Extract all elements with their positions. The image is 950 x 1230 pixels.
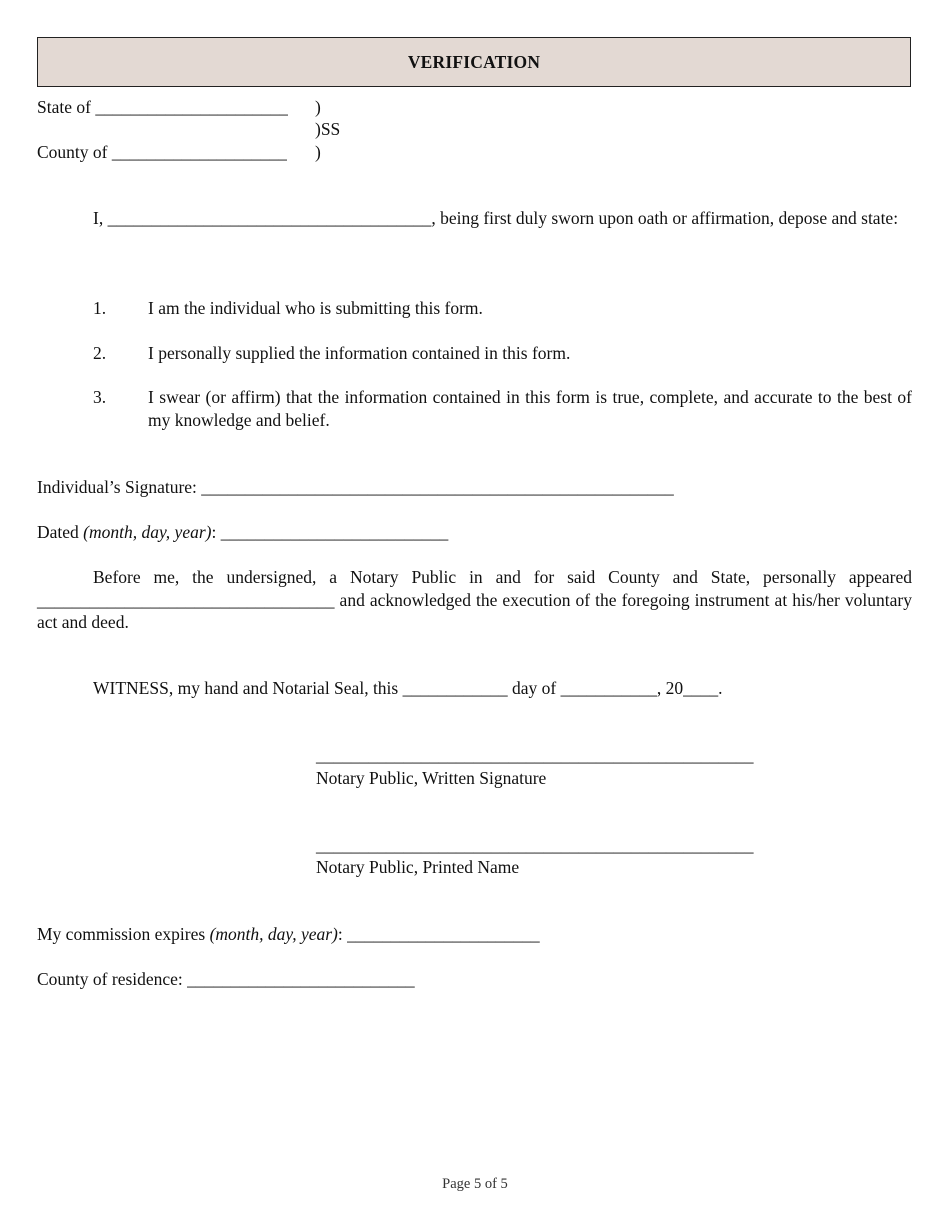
commission-prefix: My commission expires: [37, 924, 210, 944]
individual-signature-field[interactable]: Individual’s Signature: ______________________________________________________: [37, 477, 674, 497]
statement-text: I swear (or affirm) that the information contained in this form is true, complete, and accurate to the best of my knowledge and belief.: [148, 387, 912, 430]
dated-blank: : __________________________: [211, 522, 449, 542]
oath-text: I, _____________________________________, being first duly sworn upon oath or affirmation, depose and state:: [93, 208, 899, 228]
notary-printed-name-line[interactable]: __________________________________________________: [316, 835, 754, 855]
commission-expires-field[interactable]: [37, 923, 540, 945]
statement-number: 1.: [93, 298, 107, 318]
notary-paragraph: [37, 566, 912, 634]
statement-number: 3.: [93, 387, 107, 407]
venue-paren-1: ): [315, 97, 321, 117]
dated-format-hint: (month, day, year): [83, 522, 212, 542]
dated-field[interactable]: [37, 521, 448, 543]
venue-paren-2: ): [315, 142, 321, 162]
notary-paragraph-text: Before me, the undersigned, a Notary Public in and for said County and State, personally appeared __________________________________ and acknowledged the execution of the foregoing instrument at his/her voluntary act and deed.: [37, 567, 912, 632]
page-number: Page 5 of 5: [442, 1176, 508, 1192]
statement-text: I am the individual who is submitting this form.: [148, 298, 483, 318]
dated-prefix: Dated: [37, 522, 84, 542]
oath-paragraph: [37, 207, 912, 230]
verification-header: [37, 37, 911, 87]
notary-signature-line[interactable]: __________________________________________________: [316, 745, 754, 765]
county-of-residence-field[interactable]: County of residence: __________________________: [37, 969, 415, 989]
commission-blank: : ______________________: [337, 924, 540, 944]
page-title: VERIFICATION: [407, 51, 541, 72]
statement-text: I personally supplied the information contained in this form.: [148, 343, 571, 363]
notary-signature-label: Notary Public, Written Signature: [316, 768, 547, 788]
statement-number: 2.: [93, 343, 107, 363]
witness-line[interactable]: WITNESS, my hand and Notarial Seal, this ____________ day of ___________, 20____.: [93, 678, 723, 698]
county-of-field[interactable]: County of ____________________: [37, 142, 287, 162]
commission-format-hint: (month, day, year): [209, 924, 338, 944]
state-of-field[interactable]: State of ______________________: [37, 97, 288, 117]
notary-printed-name-label: Notary Public, Printed Name: [316, 857, 520, 877]
venue-ss: )SS: [315, 119, 341, 139]
